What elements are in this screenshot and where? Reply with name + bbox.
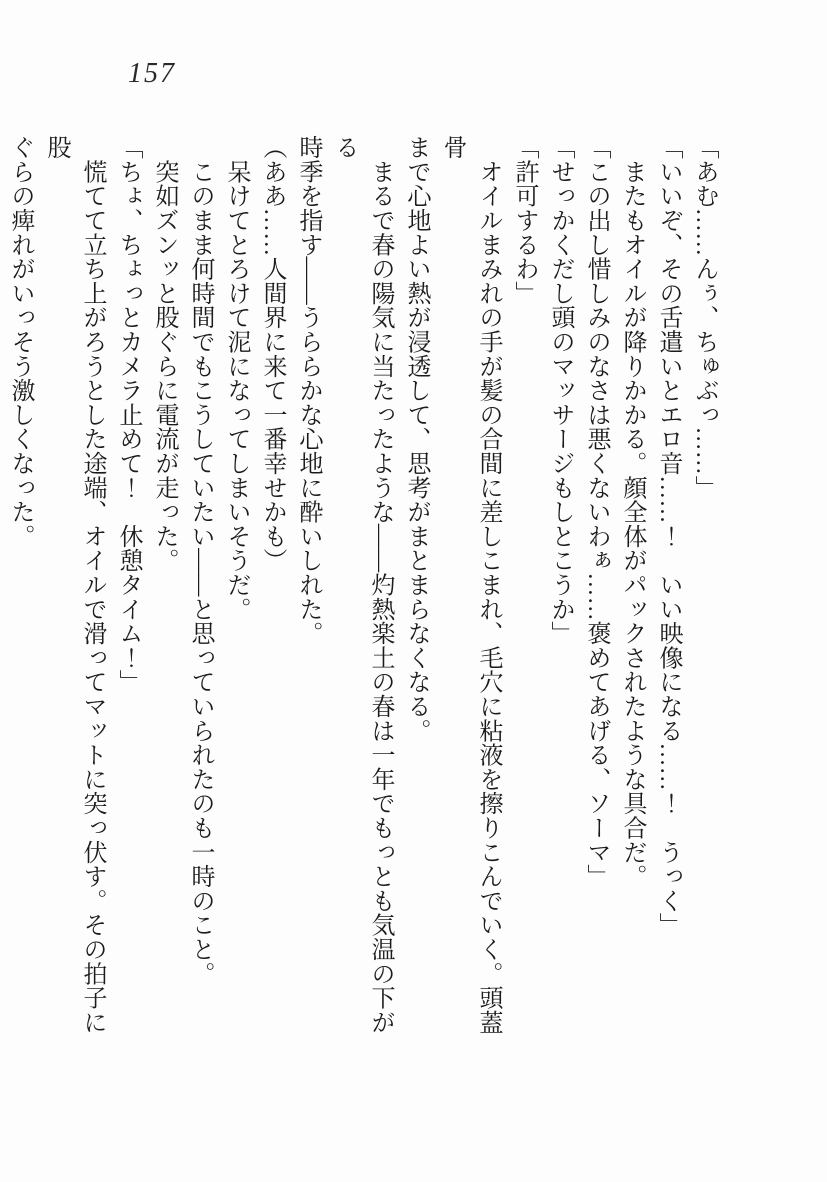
text-line: 時季を指す――うららかな心地に酔いしれた。 [295,135,321,646]
text-line: オイルまみれの手が髪の合間に差しこまれ、毛穴に粘液を擦りこんでいく。頭蓋骨 [439,135,501,1035]
page-number: 157 [128,58,176,89]
text-line: （ああ……人間界に来て一番幸せかも） [259,135,285,573]
text-block [7,135,722,1055]
text-line: 「あむ……んぅ、ちゅぶっ……」 [691,135,717,500]
text-line: 呆けてとろけて泥になってしまいそうだ。 [223,135,249,621]
text-line: 慌てて立ち上がろうとした途端、オイルで滑ってマットに突っ伏す。その拍子に股 [43,135,105,1035]
text-line: ぐらの痺れがいっそう激しくなった。 [7,135,33,549]
text-line: 「この出し惜しみのなさは悪くないわぁ……褒めてあげる、ソーマ」 [583,135,609,889]
text-line: 「いいぞ、その舌遣いとエロ音……！ いい映像になる……！ うっく」 [655,135,681,937]
text-line: 突如ズンッと股ぐらに電流が走った。 [151,135,177,573]
text-line: まで心地よい熱が浸透して、思考がまとまらなくなる。 [403,135,429,743]
text-line: 「許可するわ」 [511,135,537,306]
text-line: このまま何時間でもこうしていたい――と思っていられたのも一時のこと。 [187,135,213,986]
text-line: 「ちょ、ちょっとカメラ止めて！ 休憩タイム！」 [115,135,141,694]
text-line: 「せっかくだし頭のマッサージもしとこうか」 [547,135,573,646]
text-line: またもオイルが降りかかる。顔全体がパックされたような具合だ。 [619,135,645,889]
text-line: まるで春の陽気に当たったような――灼熱楽土の春は一年でもっとも気温の下がる [331,135,393,1035]
